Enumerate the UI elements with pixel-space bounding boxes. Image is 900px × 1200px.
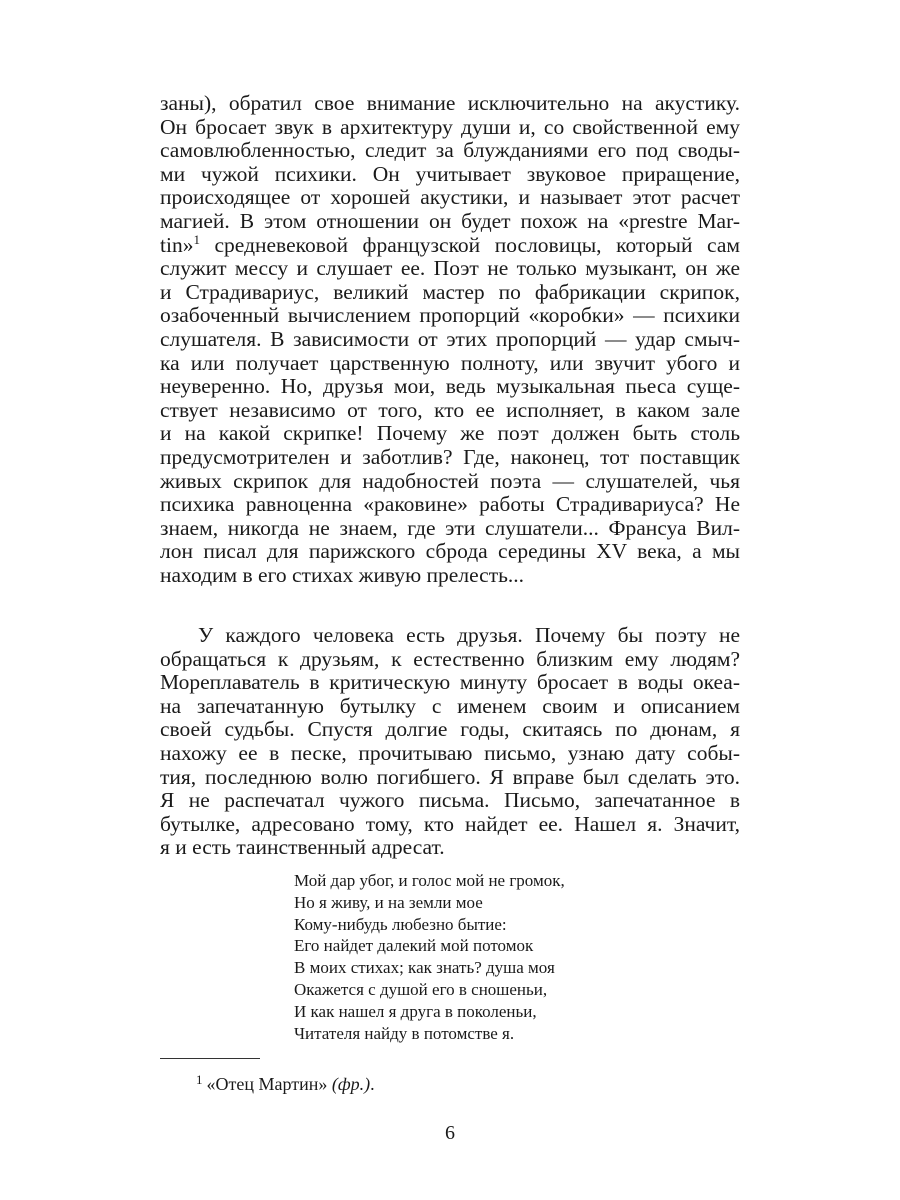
- page-number: 6: [445, 1122, 455, 1144]
- p2-line-9: бутылке, адресовано тому, кто найдет ее. Нашел я. Значит,: [160, 811, 740, 836]
- footnote-separator: [160, 1058, 260, 1059]
- p1-line-8: служит мессу и слушает ее. Поэт не только музыкант, он же: [160, 256, 740, 281]
- paragraph-1: [160, 92, 740, 587]
- footnote-reference[interactable]: 1: [193, 231, 200, 247]
- p1-line-14: ствует независимо от того, кто ее исполняет, в каком зале: [160, 397, 740, 422]
- footnote: [196, 1072, 375, 1095]
- p1-line-21: находим в его стихах живую прелесть...: [160, 562, 525, 587]
- p1-line-15: и на какой скрипке! Почему же поэт должен быть столь: [160, 421, 740, 446]
- poem-line-8: Читателя найду в потомстве я.: [294, 1023, 515, 1043]
- p2-line-10: я и есть таинственный адресат.: [160, 835, 445, 860]
- p1-line-11: слушателя. В зависимости от этих пропорций — удар смыч-: [160, 326, 740, 351]
- footnote-language: (фр.): [331, 1074, 371, 1094]
- p1-line-3: самовлюбленностью, следит за блужданиями его под своды-: [160, 138, 740, 163]
- p1-line-2: Он бросает звук в архитектуру души и, со свойственной ему: [160, 114, 740, 139]
- poem-line-3: Кому-нибудь любезно бытие:: [294, 914, 507, 934]
- p1-line-13: неуверенно. Но, друзья мои, ведь музыкальная пьеса суще-: [160, 374, 740, 399]
- p2-line-6: нахожу ее в песке, прочитываю письмо, узнаю дату собы-: [160, 740, 740, 765]
- p2-line-5: своей судьбы. Спустя долгие годы, скитаясь по дюнам, я: [160, 717, 740, 742]
- p2-line-3: Мореплаватель в критическую минуту бросает в воды океа-: [160, 670, 740, 695]
- poem-line-4: Его найдет далекий мой потомок: [294, 936, 534, 956]
- p1-line-7-start: tin»: [160, 232, 194, 257]
- footnote-end: .: [370, 1074, 375, 1094]
- p2-line-8: Я не распечатал чужого письма. Письмо, запечатанное в: [160, 788, 740, 813]
- footnote-mark: 1: [196, 1072, 203, 1087]
- poem-line-2: Но я живу, и на земли мое: [294, 892, 483, 912]
- p2-line-4: на запечатанную бутылку с именем своим и описанием: [160, 693, 740, 718]
- p1-line-4: ми чужой психики. Он учитывает звуковое приращение,: [160, 161, 740, 186]
- p1-line-20: лон писал для парижского сброда середины XV века, а мы: [160, 539, 740, 564]
- p2-line-1: У каждого человека есть друзья. Почему бы поэту не: [198, 623, 740, 647]
- p1-line-7-rest: средневековой французской пословицы, который сам: [199, 232, 740, 257]
- poem-stanza: [294, 870, 565, 1044]
- p1-line-17: живых скрипок для надобностей поэта — слушателей, чья: [160, 468, 740, 493]
- p1-line-6: магией. В этом отношении он будет похож на «prestre Mar-: [160, 208, 740, 233]
- footnote-text: «Отец Мартин»: [206, 1074, 328, 1094]
- p1-line-16: предусмотрителен и заботлив? Где, наконец, тот поставщик: [160, 444, 740, 469]
- p2-line-2: обращаться к друзьям, к естественно близким ему людям?: [160, 646, 740, 671]
- p1-line-5: происходящее от хорошей акустики, и называет этот расчет: [160, 185, 740, 210]
- poem-line-1: Мой дар убог, и голос мой не громок,: [294, 871, 565, 890]
- p1-line-10: озабоченный вычислением пропорций «коробки» — психики: [160, 303, 740, 328]
- p1-line-19: знаем, никогда не знаем, где эти слушатели... Франсуа Вил-: [160, 515, 740, 540]
- paragraph-2: [160, 624, 740, 860]
- poem-line-7: И как нашел я друга в поколеньи,: [294, 1001, 537, 1021]
- p1-line-1: заны), обратил свое внимание исключительно на акустику.: [160, 91, 740, 115]
- poem-line-5: В моих стихах; как знать? душа моя: [294, 958, 555, 978]
- poem-line-6: Окажется с душой его в сношеньи,: [294, 979, 548, 999]
- p1-line-7: [160, 231, 740, 258]
- p1-line-9: и Страдивариус, великий мастер по фабрикации скрипок,: [160, 279, 740, 304]
- p1-line-12: ка или получает царственную полноту, или звучит убого и: [160, 350, 740, 375]
- p2-line-7: тия, последнюю волю погибшего. Я вправе был сделать это.: [160, 764, 740, 789]
- p1-line-18: психика равноценна «раковине» работы Страдивариуса? Не: [160, 492, 740, 517]
